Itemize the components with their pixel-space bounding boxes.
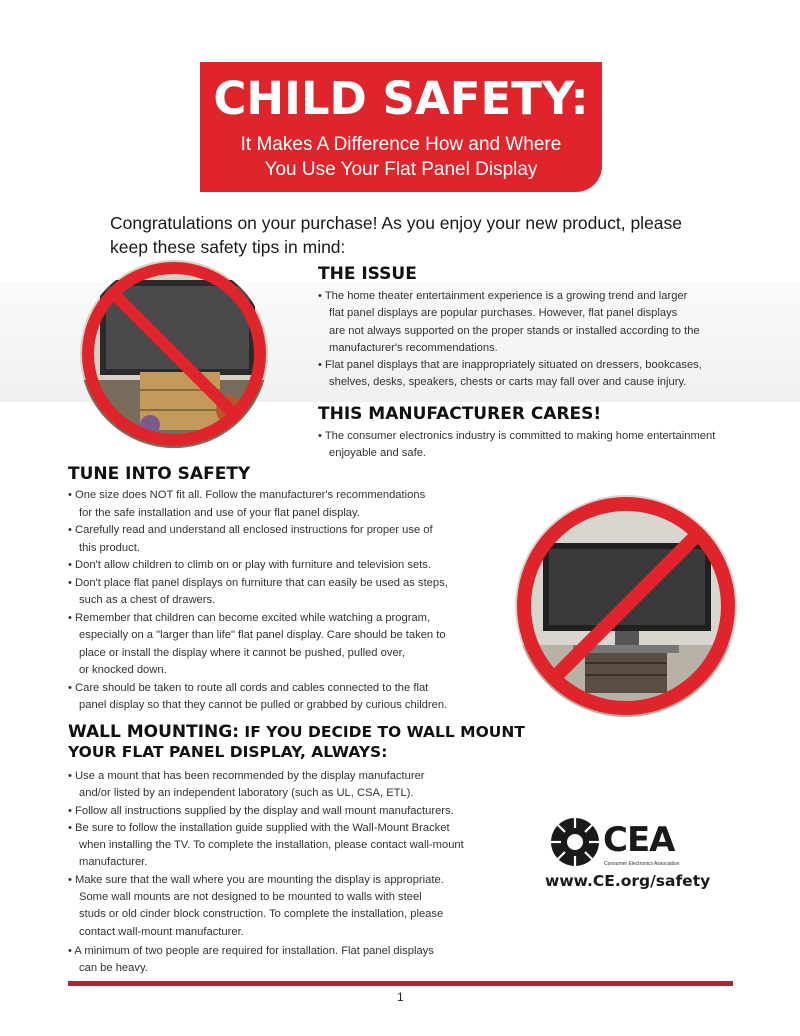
wall-bullet-3-line1: Be sure to follow the installation guide supplied with the Wall-Mount Bracket: [75, 821, 450, 834]
wall-bullet-1: • Use a mount that has been recommended by the display manufacturer and/or listed by an independent laboratory (such as UL, CSA, ETL).: [68, 768, 498, 803]
issue-heading: THE ISSUE: [318, 264, 417, 284]
issue-bullet-2: [318, 357, 738, 392]
tune-bullet-4-line2: such as a chest of drawers.: [79, 594, 216, 606]
wall-bullet-2-line1: Follow all instructions supplied by the display and wall mount manufacturers.: [75, 804, 454, 817]
tune-bullet-6-line1: Care should be taken to route all cords and cables connected to the flat: [75, 681, 429, 694]
wall-bullet-3-line3: manufacturer.: [79, 856, 148, 869]
tune-bullet-3: • Don't allow children to climb on or play with furniture and television sets.: [68, 559, 431, 571]
tune-bullets: [68, 487, 488, 715]
cea-url: www.CE.org/safety: [545, 872, 711, 890]
issue-bullet-1-line2: flat panel displays are popular purchases. However, flat panel displays: [329, 307, 678, 320]
wall-heading-part1: WALL MOUNTING:: [68, 722, 240, 742]
tune-bullet-6-line2: panel display so that they cannot be pulled or grabbed by curious children.: [79, 699, 448, 711]
footer-rule: [68, 981, 733, 986]
tune-bullet-4-line1: Don't place flat panel displays on furniture that can easily be used as steps,: [75, 576, 448, 589]
tune-bullet-2-line2: this product.: [79, 541, 140, 554]
wall-bullet-5-line2: can be heavy.: [79, 962, 148, 975]
wall-heading: [68, 722, 525, 762]
unsafe-stand-photo: [515, 495, 737, 717]
wall-bullet-4: • Make sure that the wall where you are mounting the display is appropriate. Some wall mounts are not designed to be mounted to walls with steel studs or old cinder block construction. To complete the installation, please contact wall-mount manufacturer.: [68, 872, 498, 941]
wall-bullet-5: • A minimum of two people are required for installation. Flat panel displays can be heavy.: [68, 943, 498, 978]
tune-bullet-4: • Don't place flat panel displays on furniture that can easily be used as steps, such as a chest of drawers.: [68, 575, 488, 610]
wall-bullet-4-line4: contact wall-mount manufacturer.: [79, 925, 244, 938]
tune-bullet-5-line2: especially on a "larger than life" flat panel display. Care should be taken to: [79, 629, 446, 641]
wall-heading-line2: YOUR FLAT PANEL DISPLAY, ALWAYS:: [68, 743, 388, 761]
tune-bullet-5-line1: Remember that children can become excited while watching a program,: [75, 611, 431, 624]
intro-line2: keep these safety tips in mind:: [110, 237, 346, 257]
cea-wordmark: CEA: [603, 820, 675, 860]
wall-bullet-4-line3: studs or old cinder block construction. To complete the installation, please: [79, 908, 444, 921]
issue-bullet-2-line2: shelves, desks, speakers, chests or carts may fall over and cause injury.: [329, 376, 687, 389]
tune-bullet-2-line1: Carefully read and understand all enclosed instructions for proper use of: [75, 524, 433, 536]
cea-tagline: Consumer Electronics Association: [604, 861, 680, 867]
banner-title: CHILD SAFETY:: [213, 72, 589, 125]
cares-bullet-line2: enjoyable and safe.: [329, 447, 427, 460]
issue-bullet-1-line1: • The home theater entertainment experience is a growing trend and larger: [318, 290, 688, 302]
tune-bullet-2: • Carefully read and understand all enclosed instructions for proper use of this product.: [68, 522, 488, 557]
tune-bullet-1-line2: for the safe installation and use of your flat panel display.: [79, 506, 360, 519]
banner-subtitle-line1: It Makes A Difference How and Where: [240, 134, 562, 155]
issue-bullet-1-line3: are not always supported on the proper stands or installed according to the: [329, 324, 700, 337]
tune-bullet-1-line1: One size does NOT fit all. Follow the manufacturer's recommendations: [75, 489, 426, 501]
cares-heading: THIS MANUFACTURER CARES!: [318, 404, 602, 424]
tune-bullet-5-line4: or knocked down.: [79, 664, 167, 676]
unsafe-dresser-photo: [80, 260, 268, 448]
wall-heading-part2: IF YOU DECIDE TO WALL MOUNT: [239, 723, 525, 741]
issue-bullet-1: [318, 288, 738, 357]
wall-bullet-1-line2: and/or listed by an independent laboratory (such as UL, CSA, ETL).: [79, 787, 414, 800]
page-number: 1: [397, 990, 404, 1004]
tune-heading: TUNE INTO SAFETY: [68, 464, 251, 484]
banner-subtitle-line2: You Use Your Flat Panel Display: [264, 159, 538, 180]
intro-text: [110, 211, 710, 259]
tune-bullet-5-line3: place or install the display where it cannot be pushed, pulled over,: [79, 646, 405, 659]
intro-line1: Congratulations on your purchase! As you enjoy your new product, please: [110, 213, 683, 233]
wall-bullet-4-line2: Some wall mounts are not designed to be mounted to walls with steel: [79, 891, 422, 904]
tune-bullet-6: • Care should be taken to route all cords and cables connected to the flat panel display so that they cannot be pulled or grabbed by curious children.: [68, 680, 488, 715]
tune-bullet-1: • One size does NOT fit all. Follow the manufacturer's recommendations for the safe installation and use of your flat panel display.: [68, 487, 488, 522]
tune-bullet-3-line1: Don't allow children to climb on or play with furniture and television sets.: [75, 559, 431, 571]
title-banner: [200, 62, 602, 192]
cares-bullet-line1: • The consumer electronics industry is committed to making home entertainment: [318, 430, 716, 442]
issue-bullet-2-line1: • Flat panel displays that are inappropriately situated on dressers, bookcases,: [318, 359, 702, 372]
wall-bullets: [68, 768, 498, 978]
issue-bullet-1-line4: manufacturer's recommendations.: [329, 341, 498, 354]
wall-bullet-3: • Be sure to follow the installation guide supplied with the Wall-Mount Bracket when installing the TV. To complete the installation, please contact wall-mount manufacturer.: [68, 820, 498, 872]
wall-bullet-4-line1: Make sure that the wall where you are mounting the display is appropriate.: [75, 873, 444, 886]
issue-bullets: [318, 288, 738, 392]
cea-burst-icon: [549, 816, 601, 868]
tune-bullet-5: • Remember that children can become excited while watching a program, especially on a "larger than life" flat panel display. Care should be taken to place or install the display where it cannot be pushed, pulled over, or knocked down.: [68, 610, 488, 680]
wall-bullet-1-line1: Use a mount that has been recommended by the display manufacturer: [75, 770, 425, 782]
wall-bullet-2: • Follow all instructions supplied by the display and wall mount manufacturers.: [68, 804, 454, 817]
wall-bullet-3-line2: when installing the TV. To complete the installation, please contact wall-mount: [79, 839, 464, 852]
cares-bullets: [318, 428, 738, 463]
wall-bullet-5-line1: A minimum of two people are required for installation. Flat panel displays: [74, 944, 434, 957]
